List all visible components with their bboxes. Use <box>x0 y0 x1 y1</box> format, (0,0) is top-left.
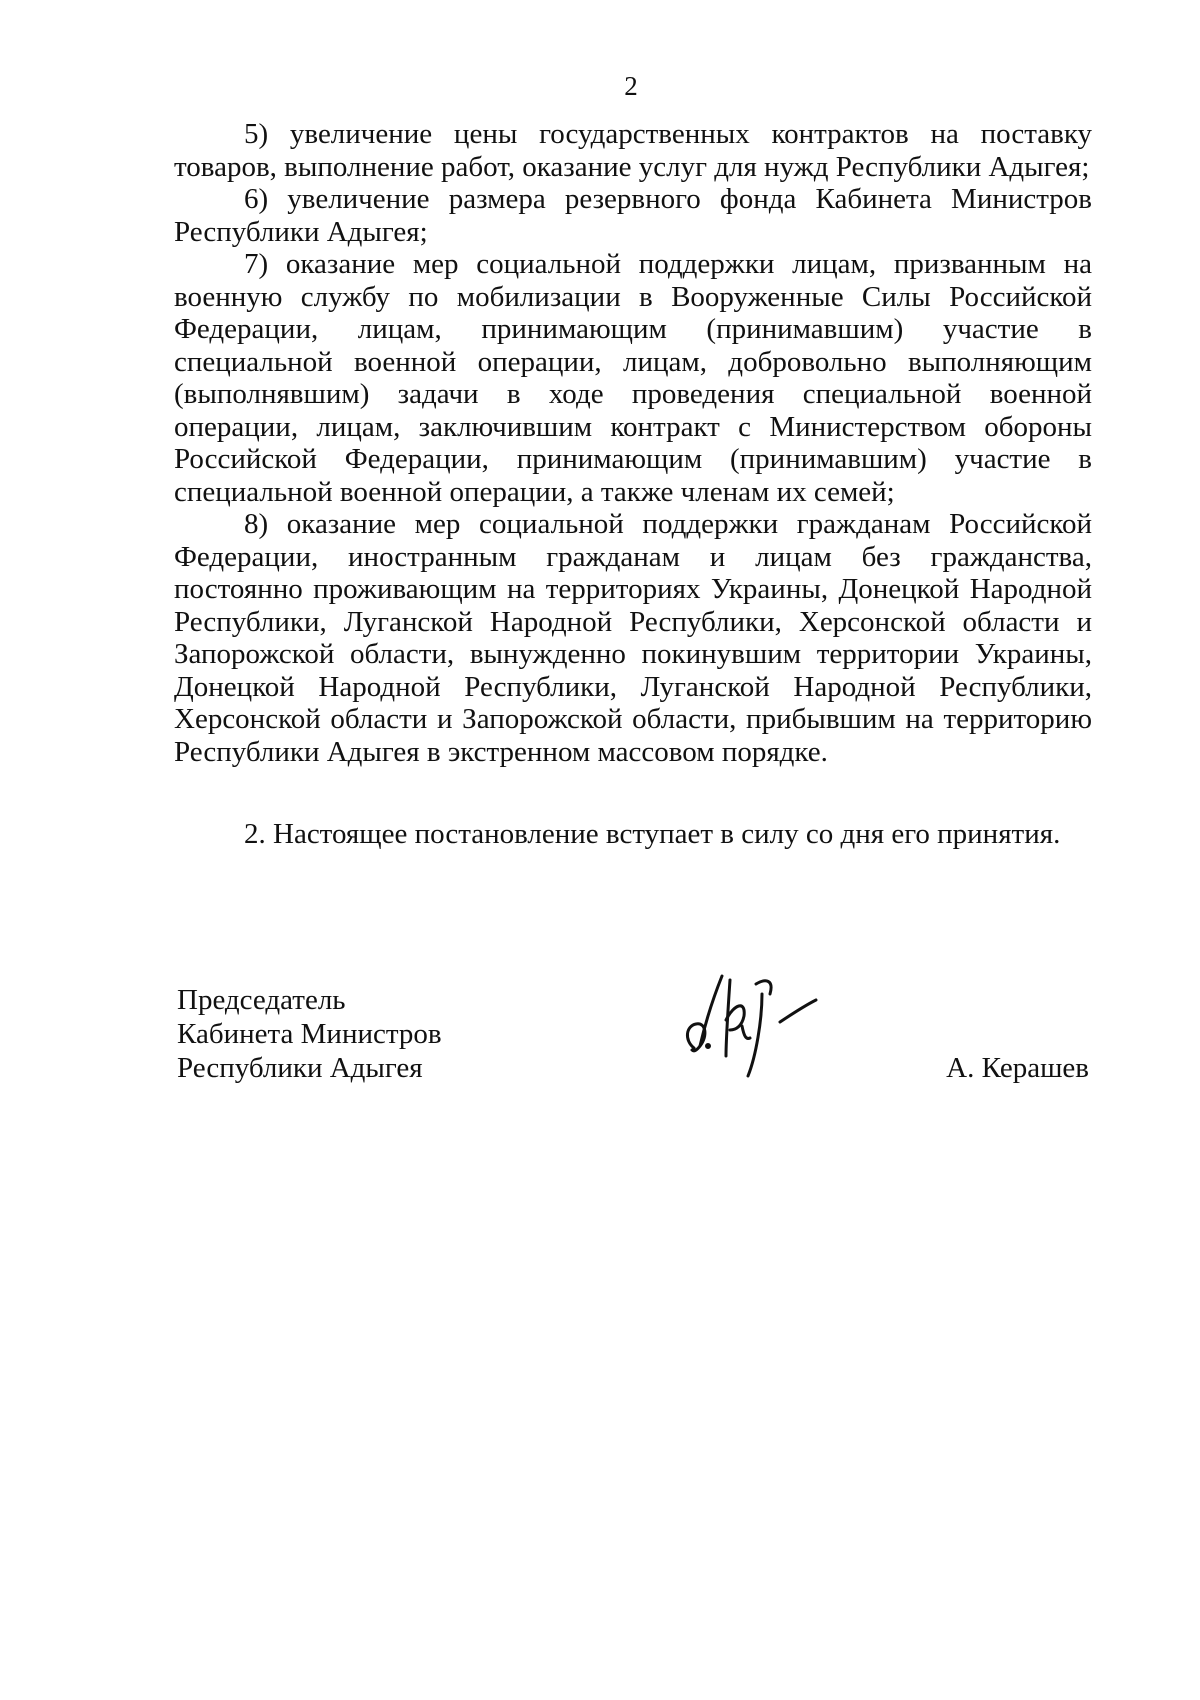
list-item-6: 6) увеличение размера резервного фонда Кабинета Министров Республики Адыгея; <box>174 183 1092 248</box>
page-number: 2 <box>624 71 638 101</box>
document-body <box>174 118 1092 768</box>
signatory-title-line: Республики Адыгея <box>177 1052 423 1084</box>
list-item-8: 8) оказание мер социальной поддержки гражданам Российской Федерации, иностранным гражданам и лицам без гражданства, постоянно проживающим на территориях Украины, Донецкой Народной Республики, Луганской Народной Республики, Херсонской области и Запорожской области, вынужденно покинувшим территории Украины, Донецкой Народной Республики, Луганской Народной Республики, Херсонской области и Запорожской области, прибывшим на территорию Республики Адыгея в экстренном массовом порядке. <box>174 508 1092 768</box>
clause-2: 2. Настоящее постановление вступает в силу со дня его принятия. <box>244 818 1061 850</box>
handwritten-signature-icon <box>670 960 830 1080</box>
signer-name: А. Керашев <box>946 1052 1089 1084</box>
signatory-title-line: Председатель <box>177 984 346 1016</box>
list-item-5: 5) увеличение цены государственных контрактов на поставку товаров, выполнение работ, оказание услуг для нужд Республики Адыгея; <box>174 118 1092 183</box>
signatory-title <box>177 983 442 1085</box>
list-item-7: 7) оказание мер социальной поддержки лицам, призванным на военную службу по мобилизации в Вооруженные Силы Российской Федерации, лицам, принимающим (принимавшим) участие в специальной военной операции, лицам, добровольно выполняющим (выполнявшим) задачи в ходе проведения специальной военной операции, лицам, заключившим контракт с Министерством обороны Российской Федерации, принимающим (принимавшим) участие в специальной военной операции, а также членам их семей; <box>174 248 1092 508</box>
signatory-title-line: Кабинета Министров <box>177 1018 442 1050</box>
